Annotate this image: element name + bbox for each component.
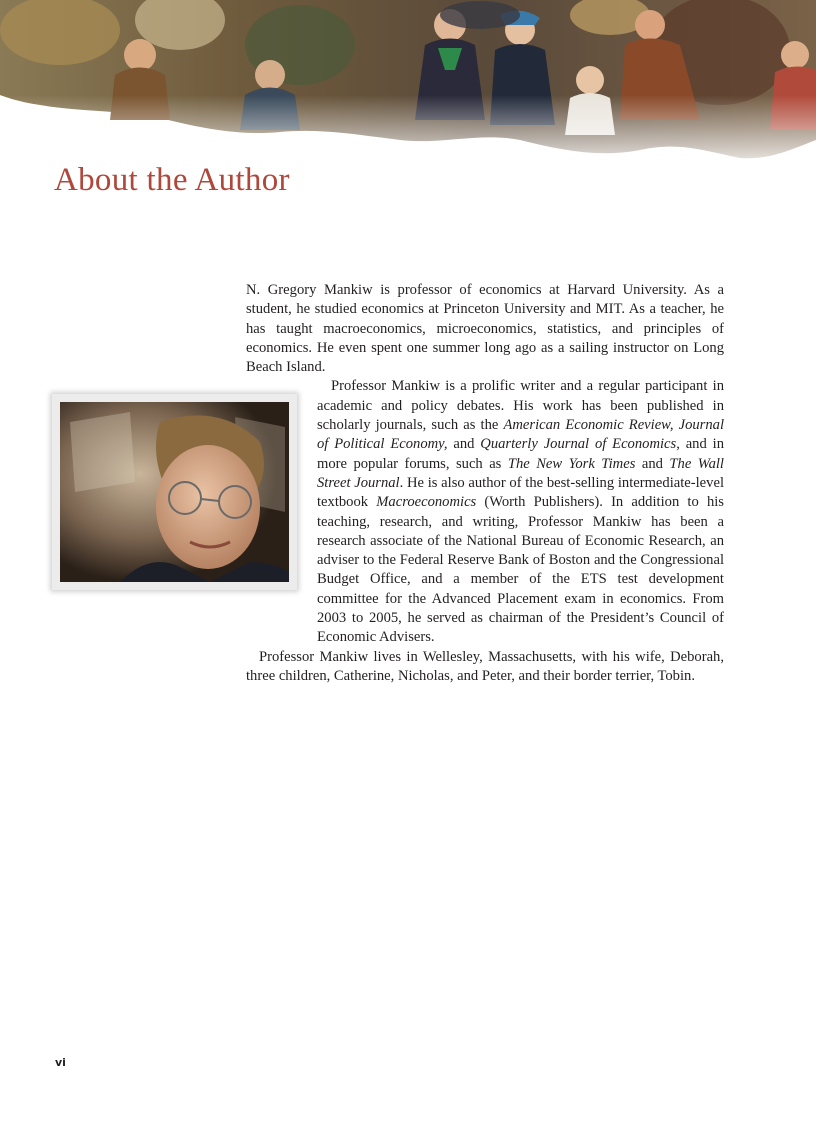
- journal-titles: American Economic Review, Journal of Political Economy,: [317, 417, 724, 453]
- author-bio: [246, 281, 724, 686]
- market-painting-banner-icon: [0, 0, 816, 175]
- newspaper-title: The Wall Street Journal: [317, 455, 724, 491]
- page-number: vi: [55, 1056, 66, 1069]
- bio-paragraph: Professor Mankiw lives in Wellesley, Massachusetts, with his wife, Deborah, three children, Catherine, Nicholas, and Peter, and their border terrier, Tobin.: [246, 648, 724, 684]
- newspaper-title: The New York Times: [507, 455, 636, 472]
- journal-title: Quarterly Journal of Economics: [480, 436, 677, 453]
- page-title: About the Author: [54, 162, 290, 198]
- bio-paragraph: Professor Mankiw is a prolific writer and a regular participant in academic and policy debates. His work has been published in scholarly journals, such as the American Economic Review, Journal of Political Economy, and Quarterly Journal of Economics, and in more popular forums, such as The New York Times and The Wall Street Journal. He is also author of the best-selling intermediate-level textbook Macroeconomics (Worth Publishers). In addition to his teaching, research, and writing, Professor Mankiw has been a research associate of the National Bureau of Economic Research, an adviser to the Federal Reserve Bank of Boston and the Congressional Budget Office, and a member of the ETS test development committee for the Advanced Placement exam in economics. From 2003 to 2005, he served as chairman of the President’s Council of Economic Advisers.: [317, 378, 724, 646]
- bio-paragraph: N. Gregory Mankiw is professor of economics at Harvard University. As a student, he studied economics at Princeton University and MIT. As a teacher, he has taught macroeconomics, microeconomics, statistics, and principles of economics. He even spent one summer long ago as a sailing instructor on Long Beach Island.: [246, 282, 724, 376]
- book-title: Macroeconomics: [376, 494, 477, 511]
